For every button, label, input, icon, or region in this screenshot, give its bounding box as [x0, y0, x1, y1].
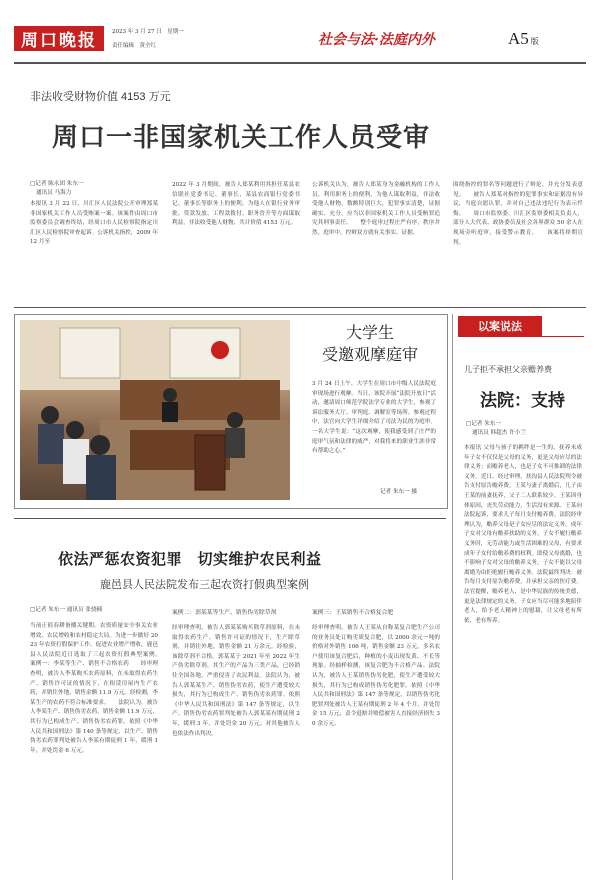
- feature-body: 3 月 24 日上午，大学生在周口市中级人民法院庭审现场进行观摩。当日，该院开展“法院开放日”活动，邀请周口师范学院法学专业的大学生，参观了诉讼服务大厅、审判庭、调解室等场所。参观过程中，法官向大学生详细介绍了司法为民的为庭审。一名大学生说：“这次观摩，使我感受到了庄严的庭审气氛和法律的威严，对我将来的职业生涯非常有帮助之心。”: [312, 381, 436, 455]
- story-headline: 依法严惩农资犯罪 切实维护农民利益: [58, 550, 322, 568]
- story-subhead: 鹿邑县人民法院发布三起农资打假典型案例: [100, 579, 309, 591]
- story-byline: □记者 朱东一 通讯员 张骁楠: [30, 607, 103, 613]
- story-column-2: 经审理查明，被告人郭某某购买除草剂原料，在未取得农药生产、销售许可证的情况下，生产除草剂，并销往外地，销售金额 21 万余元。经检验，该除草剂不合格。郭某某于 2021 年至 2022 年生产伪劣除草剂，其生产的产品为三类产品，已经销往全国各地，严重侵害了农民利益。法院认为，被告人郭某某生产、销售伪劣农药，使生产遭受较大损失，其行为已构成生产、销售伪劣农药罪。依照《中华人民共和国刑法》第 147 条等规定，以生产、销售伪劣农药罪判处被告人郭某某有期徒刑 2 年，缓刑 3 年，并处罚金 20 万元；对其他被告人也依法作出判决。: [172, 625, 300, 737]
- courtroom-photo: [20, 320, 290, 500]
- editors-line: 责任编辑 黄全红: [112, 43, 157, 49]
- masthead-rule: [14, 62, 586, 64]
- lead-byline: □记者 陈永团 朱东一 通讯员 马海力: [30, 181, 84, 196]
- lead-column-1: 本报讯 3 月 22 日，川汇区人民法院公开审理郑某非国家机关工作人员受贿案一案。该案件由周口市监察委员会调查终结，经周口市人民检察院指定川汇区人民检察院审查起诉。公诉机关指控，2009 年 12 月至: [30, 201, 158, 246]
- story-top-rule: [14, 518, 446, 519]
- case-two-heading: 案例二：郭某某等生产、销售伪劣除草剂: [172, 610, 277, 616]
- sidebar-divider: [452, 314, 453, 880]
- sidebar-tag: 以案说法: [458, 316, 542, 336]
- sidebar-deck: 儿子拒不承担父亲赡养费: [464, 365, 552, 374]
- newspaper-logo: 周口晚报: [14, 26, 104, 51]
- issue-date: 2023 年 3 月 27 日 星期一: [112, 29, 184, 35]
- story-column-1: 当前正值春耕备播关键期，农资质量安全事关农业增效、农民增收和农村稳定大局。为进一步做好 2023 年农资打假保护工作，促进农业增产增收，鹿邑县人民法院近日选取了三起农资打假典型案例。 案例一：李某等生产、销售不合格农药 经审理查明，被告人李某购买农药原料，在未取得农药生产、销售许可证的情况下，在租赁房屋内生产农药，并销往外地，销售金额 11.9 万元。经检测，李某生产的农药不符合标准要求。 法院认为，被告人李某生产、销售伪劣农药，销售金额 11.9 万元，其行为已构成生产、销售伪劣农药罪。依照《中华人民共和国刑法》第 140 条等规定，以生产、销售伪劣农药罪判处被告人李某有期徒刑 1 年，缓刑 1 年，并处罚金 6 万元。: [30, 623, 170, 754]
- feature-byline: 记者 朱东一 摄: [380, 489, 418, 495]
- lead-deck: 非法收受财物价值 4153 万元: [30, 91, 171, 103]
- courtroom-photo-illustration: [20, 320, 290, 500]
- page-number: A5 版: [508, 29, 539, 48]
- sidebar-tag-rule: [458, 336, 584, 337]
- sidebar-body: 本报讯 父母与孩子的羁绊是一生的，抚养未成年子女不仅仅是父母的义务，更是父母应尽的法律义务；而赡养老人，也是子女不可推卸的法律义务。近日，经过审理，扶沟县人民法院判令被告支付原告赡养费。王某与妻子离婚后，儿子由王某的前妻抚养，父子二人联系较少。王某因身体原因，丧失劳动能力，生活没有来源。王某向法院起诉，要求儿子每月支付赡养费。法院经审理认为，赡养父母是子女应尽的法定义务。成年子女对父母有赡养扶助的义务，子女不履行赡养义务时，无劳动能力或生活困难的父母，有要求成年子女付给赡养费的权利。即使父母离婚，也不影响子女对父母的赡养义务，子女不能以父母离婚为由拒绝履行赡养义务。法院最终判决：被告每月支付原告赡养费，并承担父亲的医疗费。法官提醒，赡养老人，是中华民族的传统美德，更是法律规定的义务。子女应当尽可能多地陪伴老人，给予老人精神上的慰藉，让父母老有所依、老有所养。: [464, 445, 582, 624]
- lead-column-2: 2022 年 3 月期间，被告人郑某利用其担任某县农信联社党委书记、董事长，某县农商银行党委书记、董事长等职务上的便利，为他人在银行业务审批、贷款发放、工程款拨付、职务晋升等方面谋取利益，非法收受他人财物，共计价值 4153 万元。: [172, 182, 300, 227]
- story-column-3: 经审理查明，被告人王某从自称某复合肥生产公司的业务员处订购劣质复合肥，以 2000 余元一吨的价格对外销售 106 吨，销售金额 23 万元。多名农户使用该复合肥后，种植的小麦出现发黄、不长等现象。经抽样检测，该复合肥为不合格产品。法院认为，被告人王某销售伪劣化肥，使生产遭受较大损失，其行为已构成销售伪劣化肥罪。依照《中华人民共和国刑法》第 147 条等规定，以销售伪劣化肥罪判处被告人王某有期徒刑 2 年 4 个月，并处罚金 15 万元；责令退赔并赔偿被害人直接经济损失 30 余万元。: [312, 625, 440, 727]
- lead-headline: 周口一非国家机关工作人员受审: [52, 123, 431, 153]
- lead-column-3: 公诉机关认为，被告人郑某身为金融机构的工作人员，利用职务上的便利，为他人谋取利益，非法收受他人财物，数额特别巨大，犯罪事实清楚，证据确实、充分，应当以非国家机关工作人员受贿罪追究其刑事责任。 整个庭审过程庄严有序，秩序井然。庭审中，控辩双方就有关事实、证据、: [312, 182, 440, 236]
- section-title: 社会与法·法庭内外: [318, 32, 435, 48]
- lead-column-4: 围绕指控的罪名等问题进行了辩论，并充分发表意见。 被告人郑某对指控的犯罪事实和证据没有异议，当庭自愿认罪，并对自己违法违纪行为表示忏悔。 周口市监察委、川汇区监察委相关负责人，部分人大代表、政协委员及社会各界群众 50 余人在现场旁听庭审，接受警示教育。 该案将择期宣判。: [453, 182, 583, 246]
- feature-title: 大学生 受邀观摩庭审: [321, 323, 418, 364]
- case-three-heading: 案例三：王某销售不合格复合肥: [312, 610, 394, 616]
- lead-bottom-rule: [14, 307, 586, 308]
- sidebar-headline: 法院：支持: [480, 391, 565, 411]
- sidebar-byline: □记者 朱东一 通讯员 韩超杰 许小兰: [466, 421, 526, 436]
